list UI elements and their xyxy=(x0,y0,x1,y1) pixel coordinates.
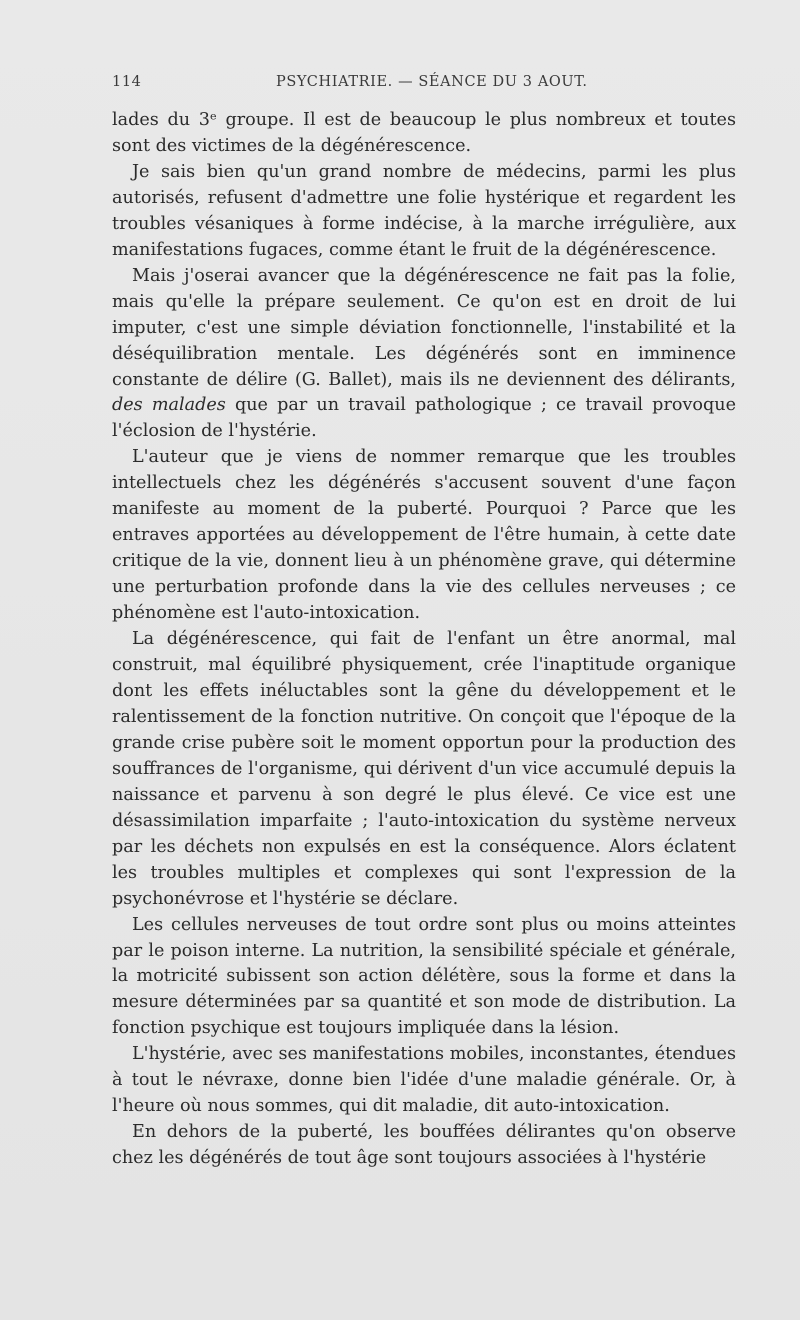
paragraph: En dehors de la puberté, les bouffées délirantes qu'on observe chez les dégénérés de tout âge sont toujours associées à l'hystérie xyxy=(112,1122,736,1169)
paragraph: Les cellules nerveuses de tout ordre sont plus ou moins atteintes par le poison interne. La nutrition, la sensibilité spéciale et générale, la motricité subissent son action délétère, sous la forme et dans la mesure déterminées par sa quantité et son mode de distribution. La fonction psychique est toujours impliquée dans la lésion. xyxy=(112,914,736,1039)
paragraph-text: que par un travail pathologique ; ce travail provoque l'éclosion de l'hystérie. xyxy=(112,395,736,442)
paragraph: Je sais bien qu'un grand nombre de médecins, parmi les plus autorisés, refusent d'admettre une folie hystérique et regardent les troubles vésaniques à forme indécise, à la marche irrégulière, aux manifestations fugaces, comme étant le fruit de la dégénérescence. xyxy=(112,161,736,260)
italic-phrase: des malades xyxy=(112,395,226,416)
body-text xyxy=(112,108,736,1172)
running-title: PSYCHIATRIE. — SÉANCE DU 3 AOUT. xyxy=(276,74,588,90)
paragraph: La dégénérescence, qui fait de l'enfant un être anormal, mal construit, mal équilibré physiquement, crée l'inaptitude organique dont les effets inéluctables sont la gêne du développement et le ralentissement de la fonction nutritive. On conçoit que l'époque de la grande crise pubère soit le moment opportun pour la production des souffrances de l'organisme, qui dérivent d'un vice accumulé depuis la naissance et parvenu à son degré le plus élevé. Ce vice est une désassimilation imparfaite ; l'auto-intoxication du système nerveux par les déchets non expulsés en est la conséquence. Alors éclatent les troubles multiples et complexes qui sont l'expression de la psychonévrose et l'hystérie se déclare. xyxy=(112,629,736,909)
paragraph xyxy=(112,264,736,446)
page-number: 114 xyxy=(112,74,142,90)
running-header xyxy=(112,74,736,100)
paragraph: L'hystérie, avec ses manifestations mobiles, inconstantes, étendues à tout le névraxe, donne bien l'idée d'une maladie générale. Or, à l'heure où nous sommes, qui dit maladie, dit auto-intoxication. xyxy=(112,1044,736,1117)
paragraph: lades du 3ᵉ groupe. Il est de beaucoup le plus nombreux et toutes sont des victimes de la dégénérescence. xyxy=(112,110,736,156)
paragraph-text: Mais j'oserai avancer que la dégénérescence ne fait pas la folie, mais qu'elle la prépare seulement. Ce qu'on est en droit de lui imputer, c'est une simple déviation fonctionnelle, l'instabilité et la déséquilibration mentale. Les dégénérés sont en imminence constante de délire (G. Ballet), mais ils ne deviennent des délirants, xyxy=(112,265,736,390)
paragraph: L'auteur que je viens de nommer remarque que les troubles intellectuels chez les dégénérés s'accusent souvent d'une façon manifeste au moment de la puberté. Pourquoi ? Parce que les entraves apportées au développement de l'être humain, à cette date critique de la vie, donnent lieu à un phénomène grave, qui détermine une perturbation profonde dans la vie des cellules nerveuses ; ce phénomène est l'auto-intoxication. xyxy=(112,447,736,624)
